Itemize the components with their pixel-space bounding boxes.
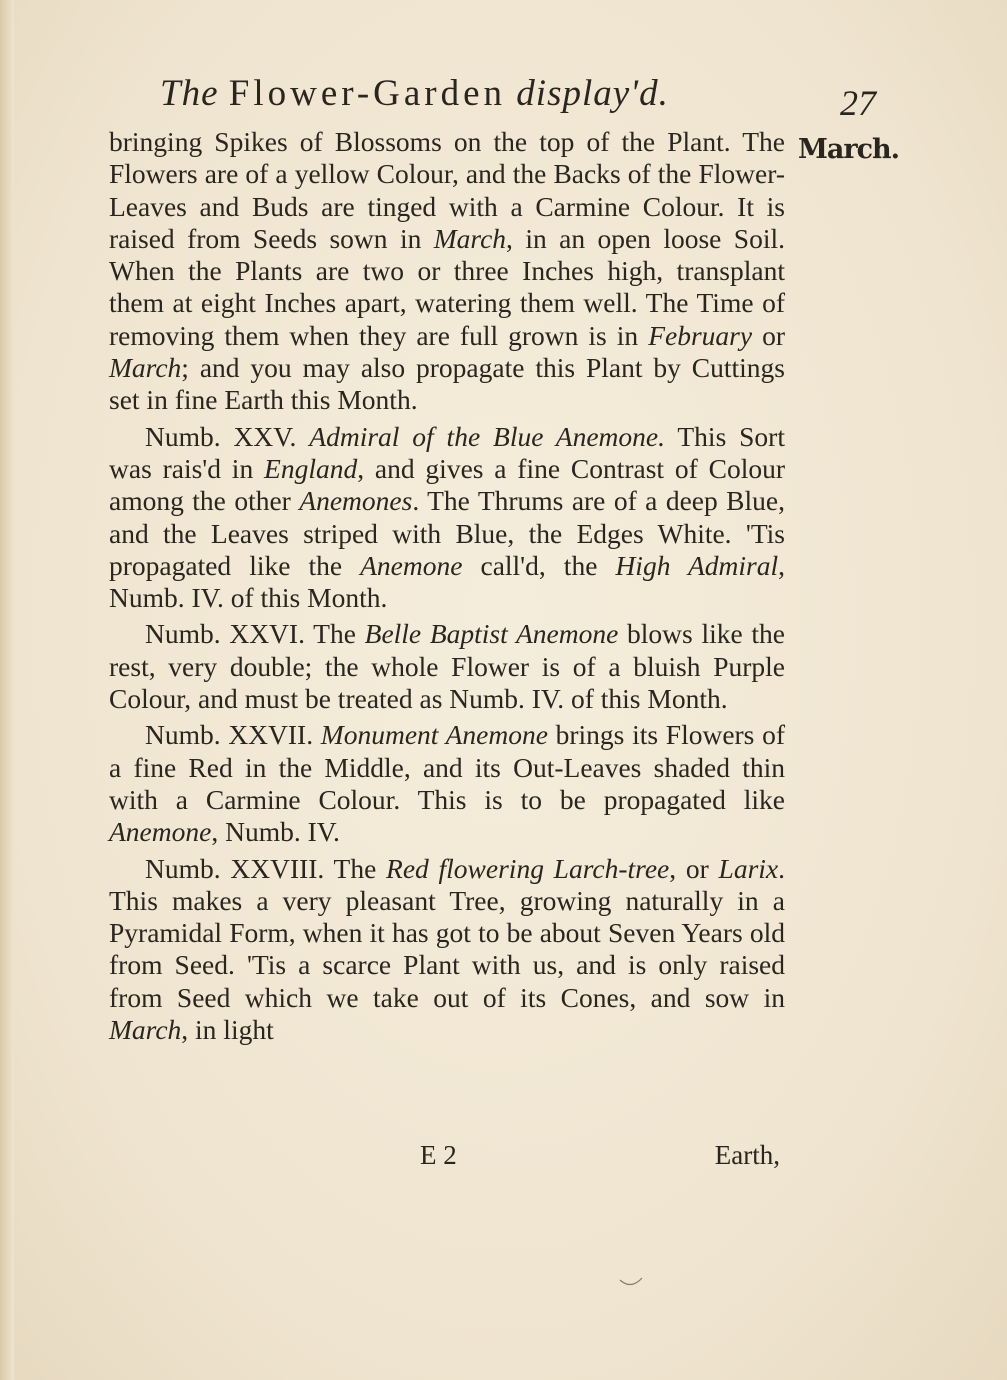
text-run: . This makes a very pleasant Tree, growing naturally in a Pyramidal Form, when it has got to be about Seven Years old from Seed. 'Tis a scarce Plant with us, and is only raised from Seed which we take out of its Cones, and sow in [109,852,785,1013]
text-run: blows like the rest, very double; the whole Flower is of a bluish Purple Colour, and must be treated as Numb. IV. of this Month. [109,618,785,715]
signature-mark: E 2 [420,1140,457,1170]
text-run: or [752,319,785,351]
italic-text: Belle Baptist Anemone [364,618,619,650]
running-head-article: The [160,73,219,114]
text-run: , Numb. IV. of this Month. [109,549,785,614]
italic-text: Anemone [360,549,463,581]
paragraph-numb-27 [109,719,785,848]
text-run: Numb. XXV. [145,420,310,452]
running-head-title: Flower-Garden [228,73,507,114]
italic-text: England [264,452,358,484]
catchline [420,1140,780,1180]
text-run: , and gives a fine Contrast of Colour among the other [109,452,785,517]
text-run: , in an open loose Soil. When the Plants are two or three Inches high, transplant them at eight Inches apart, watering them well. The Time of removing them when they are full grown is in [109,222,785,351]
text-run: call'd, the [462,549,616,581]
italic-text: March [109,352,182,384]
text-run: This Sort was rais'd in [109,420,785,484]
running-head [160,72,669,115]
ornament-icon [618,1276,644,1290]
paragraph-numb-26 [109,618,785,715]
italic-text: Anemone [109,816,212,848]
text-run: ; and you may also propagate this Plant by Cuttings set in fine Earth this Month. [109,352,785,416]
text-run: bringing Spikes of Blossoms on the top of the Plant. The Flowers are of a yellow Colour, and the Backs of the Flower-Leaves and Buds are tinged with a Carmine Colour. It is raised from Seeds sown in [109,126,785,254]
margin-note-month: March. [798,134,900,165]
italic-text: March [109,1014,182,1046]
paragraph-intro [109,126,785,417]
text-run: , in light [181,1014,274,1046]
binding-gutter [0,0,14,1380]
page-number: 27 [840,83,876,123]
text-run: Numb. XXVII. [145,719,321,751]
italic-text: February [648,319,753,351]
italic-text: Monument Anemone [320,719,548,751]
italic-text: March [433,222,507,254]
running-head-ending: display'd. [516,73,669,114]
italic-text: Anemones [299,485,413,517]
text-run: Numb. XXVIII. The [145,852,387,884]
paragraph-numb-25 [109,421,785,615]
text-run: , or [669,852,719,884]
text-run: brings its Flowers of a fine Red in the Middle, and its Out-Leaves shaded thin with a Carmine Colour. This is to be propagated like [109,719,785,815]
italic-text: High Admiral [615,549,779,581]
italic-text: Larix [718,852,779,884]
body-text [109,126,785,1046]
text-run: , Numb. IV. [211,816,340,848]
catchword: Earth, [714,1140,780,1170]
text-run: . The Thrums are of a deep Blue, and the Leaves striped with Blue, the Edges White. 'Tis propagated like the [109,485,785,581]
paragraph-numb-28 [109,853,785,1047]
italic-text: Red flowering Larch-tree [386,852,670,884]
italic-text: Admiral of the Blue Anemone. [309,420,665,452]
text-run: Numb. XXVI. The [145,618,365,650]
